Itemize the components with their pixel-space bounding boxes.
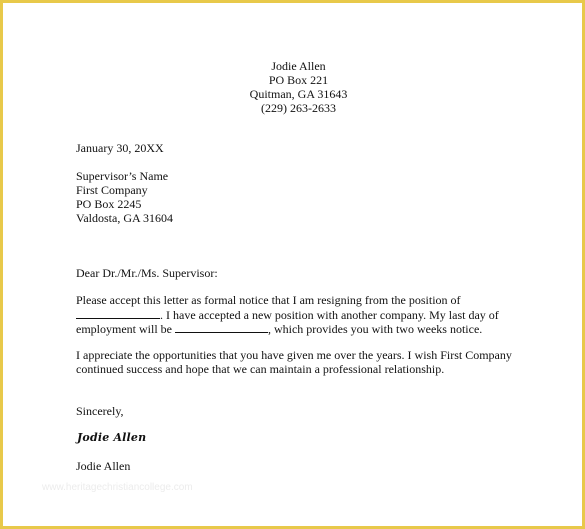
salutation: Dear Dr./Mr./Ms. Supervisor: xyxy=(76,266,218,280)
paragraph1-line2-text: . I have accepted a new position with another company. My last day of xyxy=(160,308,499,322)
position-blank xyxy=(76,307,160,319)
last-day-blank xyxy=(175,321,268,333)
sender-address-line2: Quitman, GA 31643 xyxy=(249,87,348,101)
paragraph-appreciation xyxy=(76,348,512,376)
paragraph2-line2: continued success and hope that we can maintain a professional relationship. xyxy=(76,362,445,376)
recipient-line3: PO Box 2245 xyxy=(76,197,142,211)
letter-date: January 30, 20XX xyxy=(76,141,164,155)
paragraph1-line2 xyxy=(76,307,499,321)
paragraph1-line1: Please accept this letter as formal notice that I am resigning from the position of xyxy=(76,293,461,307)
paragraph2-line1: I appreciate the opportunities that you have given me over the years. I wish First Company xyxy=(76,348,512,362)
sender-name: Jodie Allen xyxy=(271,59,326,73)
recipient-line2: First Company xyxy=(76,183,148,197)
watermark: www.heritagechristiancollege.com xyxy=(42,482,193,493)
paragraph1-line3 xyxy=(76,321,499,335)
sender-block xyxy=(6,59,579,115)
closing: Sincerely, xyxy=(76,404,124,418)
recipient-line1: Supervisor’s Name xyxy=(76,169,169,183)
handwritten-signature: Jodie Allen xyxy=(77,431,147,444)
letter-page xyxy=(6,6,579,523)
paragraph1-line3-end: , which provides you with two weeks notice. xyxy=(267,322,483,336)
paragraph-resignation xyxy=(76,293,499,335)
typed-name: Jodie Allen xyxy=(76,459,131,473)
sender-phone: (229) 263-2633 xyxy=(261,101,336,115)
paragraph1-line3-start: employment will be xyxy=(76,322,175,336)
recipient-block xyxy=(76,169,173,225)
recipient-line4: Valdosta, GA 31604 xyxy=(76,211,173,225)
sender-address-line1: PO Box 221 xyxy=(268,73,329,87)
